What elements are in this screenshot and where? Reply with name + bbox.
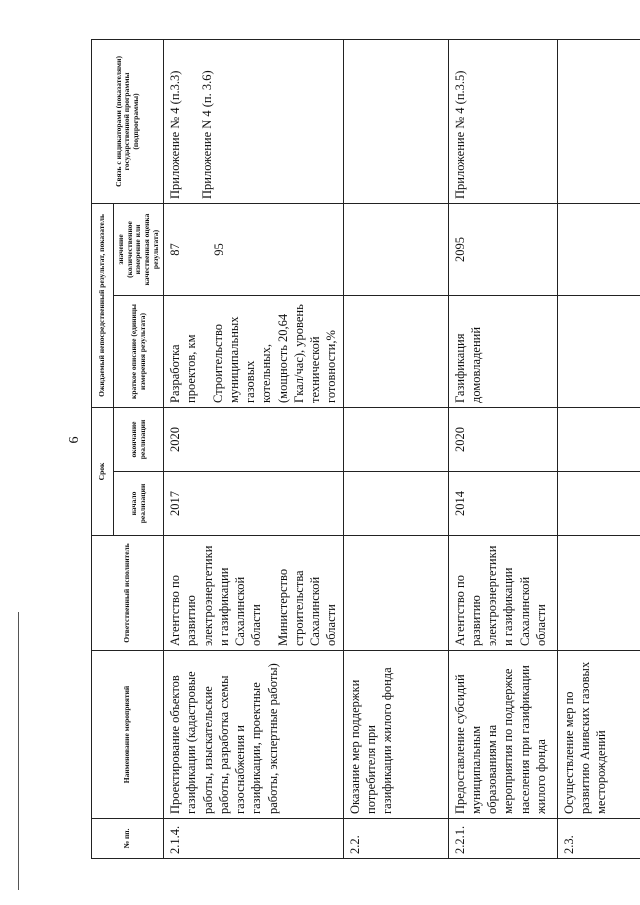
header-link: Связь с индикаторами (показателями) государственной программы (подпрограммы) bbox=[92, 39, 164, 203]
table-row bbox=[343, 39, 448, 858]
header-term: Срок bbox=[92, 407, 114, 535]
row-num: 2.3. bbox=[557, 819, 640, 859]
row-name: Осуществление мер по развитию Анивских газовых месторождений bbox=[557, 651, 640, 819]
row-num: 2.1.4. bbox=[164, 819, 344, 859]
header-num: № пп. bbox=[92, 819, 164, 859]
row-start: 2014 bbox=[448, 472, 557, 536]
row-result-value bbox=[164, 203, 344, 295]
row-result-value: 2095 bbox=[448, 203, 557, 295]
header-result-value: значение (количественное измерение или качественная оценка результата) bbox=[114, 203, 164, 295]
result-value-primary: 87 bbox=[168, 243, 183, 256]
page-number: 6 bbox=[67, 436, 82, 444]
row-result-desc: Газификация домовладений bbox=[448, 295, 557, 407]
header-term-end: окончание реализации bbox=[114, 407, 164, 471]
header-executor: Ответственный исполнитель bbox=[92, 536, 164, 651]
row-link: Приложение № 4 (п.3.5) bbox=[448, 39, 557, 203]
header-result: Ожидаемый непосредственный результат, показатель bbox=[92, 203, 114, 407]
link-secondary: Приложение N 4 (п. 3.6) bbox=[200, 70, 215, 199]
measures-table bbox=[91, 39, 640, 859]
header-term-start: начало реализации bbox=[114, 472, 164, 536]
result-desc-primary: Разработка проектов, км bbox=[168, 334, 199, 403]
row-end: 2020 bbox=[164, 407, 344, 471]
row-executor bbox=[164, 536, 344, 651]
result-desc-secondary: Строительство муниципальных газовых котельных, (мощность 20,64 Гкал/час), уровень технической готовности,% bbox=[210, 304, 339, 403]
row-start: 2017 bbox=[164, 472, 344, 536]
margin-line bbox=[18, 612, 19, 890]
result-value-secondary: 95 bbox=[212, 243, 227, 256]
table-row bbox=[164, 39, 344, 858]
executor-primary: Агентство по развитию электроэнергетики и газификации Сахалинской области bbox=[168, 545, 264, 646]
table-row bbox=[557, 39, 640, 858]
table-row bbox=[448, 39, 557, 858]
row-executor: Агентство по развитию электроэнергетики и газификации Сахалинской области bbox=[448, 536, 557, 651]
executor-secondary: Министерство строительства Сахалинской области bbox=[275, 568, 339, 646]
row-num: 2.2.1. bbox=[448, 819, 557, 859]
header-name: Наименование мероприятий bbox=[92, 651, 164, 819]
row-link bbox=[164, 39, 344, 203]
rotated-table-wrapper bbox=[91, 40, 623, 859]
row-name: Оказание мер поддержки потребителя при газификации жилого фонда bbox=[343, 651, 448, 819]
row-name: Предоставление субсидий муниципальным образованиям на мероприятия по поддержке населения при газификации жилого фонда bbox=[448, 651, 557, 819]
row-result-desc bbox=[164, 295, 344, 407]
link-primary: Приложение № 4 (п.3.3) bbox=[168, 70, 183, 199]
row-end: 2020 bbox=[448, 407, 557, 471]
row-name: Проектирование объектов газификации (кадастровые работы, изыскательские работы, разработка схемы газоснабжения и газификации, проектные работы, экспертные работы) bbox=[164, 651, 344, 819]
row-num: 2.2. bbox=[343, 819, 448, 859]
header-result-desc: краткое описание (единицы измерения результата) bbox=[114, 295, 164, 407]
